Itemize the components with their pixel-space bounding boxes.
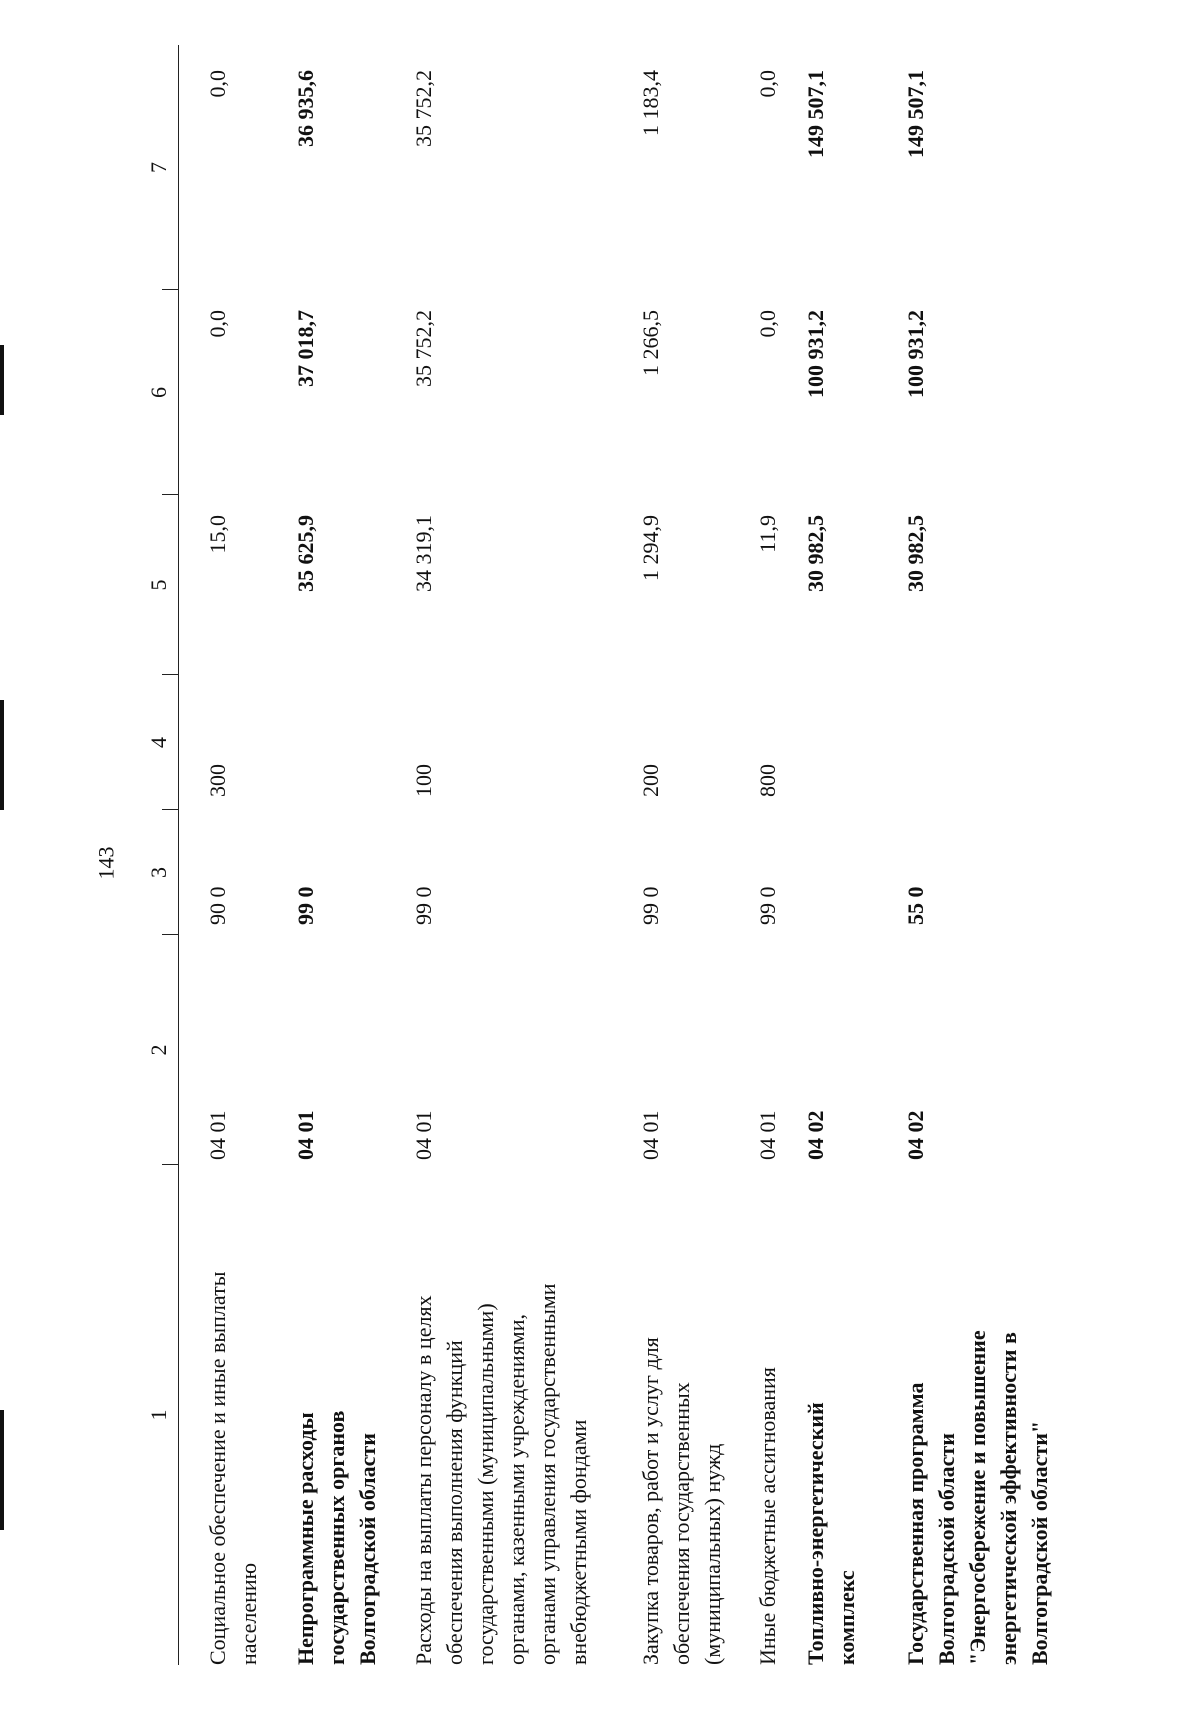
cell-section: 04 01 bbox=[638, 1110, 663, 1160]
col-2-header: 2 bbox=[146, 1044, 171, 1056]
table-rotated bbox=[140, 45, 1200, 1665]
row-label: Непрограммные расходы государственных органов Волгоградской области bbox=[293, 1410, 380, 1665]
cell-value-6: 0,0 bbox=[755, 310, 780, 338]
cell-value-6: 100 931,2 bbox=[803, 310, 828, 398]
row-label: Топливно-энергетический комплекс bbox=[803, 1402, 859, 1665]
cell-expense-type: 300 bbox=[205, 764, 230, 797]
cell-section: 04 01 bbox=[205, 1110, 230, 1160]
cell-value-7: 35 752,2 bbox=[411, 70, 436, 147]
cell-value-6: 35 752,2 bbox=[411, 310, 436, 387]
col-5-header: 5 bbox=[146, 579, 171, 591]
cell-value-7: 36 935,6 bbox=[293, 70, 318, 147]
cell-value-7: 1 183,4 bbox=[638, 70, 663, 136]
cell-expense-type: 100 bbox=[411, 764, 436, 797]
cell-section: 04 01 bbox=[755, 1110, 780, 1160]
row-label: Закупка товаров, работ и услуг для обеспечения государственных (муниципальных) нужд bbox=[638, 1337, 725, 1665]
cell-value-5: 11,9 bbox=[755, 515, 780, 553]
cell-target: 90 0 bbox=[205, 886, 230, 925]
cell-target: 99 0 bbox=[755, 886, 780, 925]
col-1-header: 1 bbox=[146, 1409, 171, 1421]
scan-edge-mark bbox=[0, 1410, 4, 1530]
cell-section: 04 01 bbox=[411, 1110, 436, 1160]
row-label: Иные бюджетные ассигнования bbox=[755, 1367, 780, 1665]
page-number: 143 bbox=[93, 846, 119, 880]
cell-section: 04 02 bbox=[803, 1110, 828, 1160]
col-4-header: 4 bbox=[146, 737, 171, 748]
cell-value-7: 0,0 bbox=[755, 70, 780, 98]
cell-value-5: 30 982,5 bbox=[803, 515, 828, 592]
cell-value-5: 30 982,5 bbox=[903, 515, 928, 592]
cell-target: 55 0 bbox=[903, 886, 928, 925]
row-label: Государственная программа Волгоградской области "Энергосбережение и повышение энергетической эффективности в Волгоградской области" bbox=[903, 1330, 1052, 1665]
cell-value-6: 1 266,5 bbox=[638, 310, 663, 376]
table-header bbox=[140, 45, 179, 1665]
scan-edge-mark bbox=[0, 700, 4, 810]
cell-value-7: 149 507,1 bbox=[803, 70, 828, 158]
cell-value-5: 34 319,1 bbox=[411, 515, 436, 592]
cell-expense-type: 200 bbox=[638, 764, 663, 797]
cell-value-5: 35 625,9 bbox=[293, 515, 318, 592]
col-6-header: 6 bbox=[146, 387, 171, 398]
cell-value-6: 37 018,7 bbox=[293, 310, 318, 387]
col-7-header: 7 bbox=[146, 162, 171, 173]
cell-value-7: 149 507,1 bbox=[903, 70, 928, 158]
cell-section: 04 02 bbox=[903, 1110, 928, 1160]
row-label: Социальное обеспечение и иные выплаты населению bbox=[205, 1271, 261, 1665]
cell-value-5: 1 294,9 bbox=[638, 515, 663, 581]
cell-value-7: 0,0 bbox=[205, 70, 230, 98]
cell-section: 04 01 bbox=[293, 1110, 318, 1160]
cell-value-5: 15,0 bbox=[205, 515, 230, 554]
row-label: Расходы на выплаты персоналу в целях обеспечения выполнения функций государственными (муниципальными) органами, казенными учреждениями, органами управления государственными внебюджетными фондами bbox=[411, 1283, 591, 1665]
cell-expense-type: 800 bbox=[755, 764, 780, 797]
scan-edge-mark bbox=[0, 345, 4, 415]
cell-value-6: 100 931,2 bbox=[903, 310, 928, 398]
col-3-header: 3 bbox=[146, 867, 171, 878]
cell-target: 99 0 bbox=[293, 886, 318, 925]
cell-value-6: 0,0 bbox=[205, 310, 230, 338]
cell-target: 99 0 bbox=[638, 886, 663, 925]
cell-target: 99 0 bbox=[411, 886, 436, 925]
